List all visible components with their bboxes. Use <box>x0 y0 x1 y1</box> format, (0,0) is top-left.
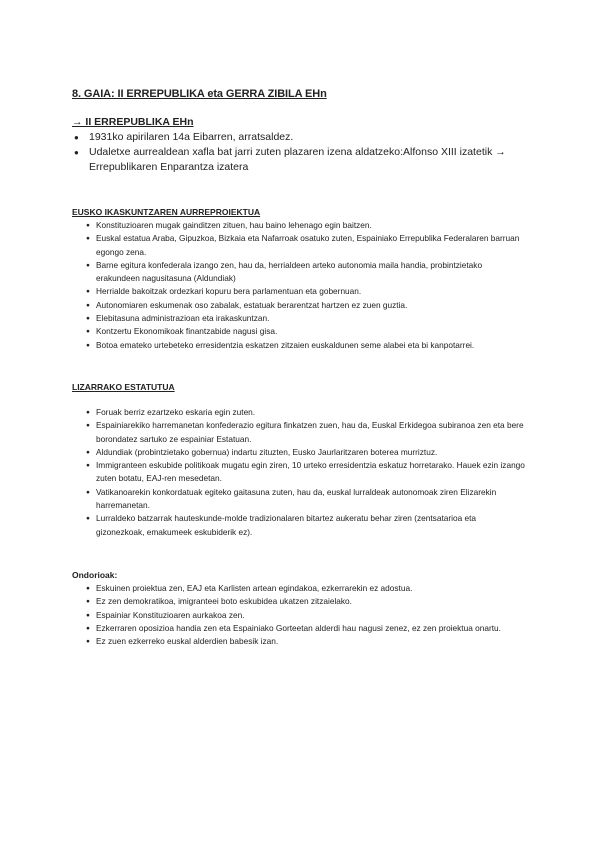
section-list-ii-errepublika <box>72 130 532 175</box>
list-item: ● Udaletxe aurrealdean xafla bat jarri zuten plazaren izena aldatzeko:Alfonso XIII izatetik → Errepublikaren Enparantza izatera <box>72 145 532 175</box>
list-item: ● Euskal estatua Araba, Gipuzkoa, Bizkaia eta Nafarroak osatuko zuten, Espainiako Errepublika Federalaren barruan egongo zena. <box>86 232 526 259</box>
list-item: ● Eskuinen proiektua zen, EAJ eta Karlisten artean egindakoa, ezkerrarekin ez adostua. <box>86 582 526 595</box>
list-item: ● Autonomiaren eskumenak oso zabalak, estatuak berarentzat hartzen ez zuen guztia. <box>86 299 526 312</box>
list-item: ● Immigranteen eskubide politikoak mugatu egin ziren, 10 urteko erresidentzia eskatuz horretarako. Hauek ezin izango zuten botatu, EAJ-ren mesedetan. <box>86 459 526 486</box>
list-item: ● Konstituzioaren mugak gainditzen zituen, hau baino lehenago egin baitzen. <box>86 219 526 232</box>
list-item: ● Aldundiak (probintzietako gobernua) indartu zituzten, Eusko Jaurlaritzaren boterea murriztuz. <box>86 446 526 459</box>
list-item: ● Ez zuen ezkerreko euskal alderdien babesik izan. <box>86 635 526 648</box>
list-item: ● Elebitasuna administrazioan eta irakaskuntzan. <box>86 312 526 325</box>
list-item: ● Espainiar Konstituzioaren aurkakoa zen. <box>86 609 526 622</box>
list-item: ● Ezkerraren oposizioa handia zen eta Espainiako Gorteetan alderdi hau nagusi zenez, ez zen proiektua onartu. <box>86 622 526 635</box>
section-list-lizarrako-estatutua <box>86 406 526 539</box>
page-title: 8. GAIA: II ERREPUBLIKA eta GERRA ZIBILA EHn <box>72 88 327 100</box>
list-item: ● Vatikanoarekin konkordatuak egiteko gaitasuna zuten, hau da, euskal lurraldeak autonomoak ziren Elizarekin harremanetan. <box>86 486 526 513</box>
list-item: ● Kontzertu Ekonomikoak finantzabide nagusi gisa. <box>86 325 526 338</box>
list-item: ● Ez zen demokratikoa, imigranteei boto eskubidea ukatzen zitzaielako. <box>86 595 526 608</box>
list-item: ● 1931ko apirilaren 14a Eibarren, arratsaldez. <box>72 130 532 145</box>
section-heading-lizarrako-estatutua: LIZARRAKO ESTATUTUA <box>72 382 175 392</box>
list-item: ● Foruak berriz ezartzeko eskaria egin zuten. <box>86 406 526 419</box>
list-item: ● Botoa emateko urtebeteko erresidentzia eskatzen zitzaien euskaldunen seme alabei eta bi kanpotarrei. <box>86 339 526 352</box>
list-item: ● Barne egitura konfederala izango zen, hau da, herrialdeen arteko autonomia maila handia, probintzietako erakundeen nagusitasuna (Aldundiak) <box>86 259 526 286</box>
section-heading-ondorioak: Ondorioak: <box>72 570 118 580</box>
section-heading-ii-errepublika: → II ERREPUBLIKA EHn <box>72 116 194 128</box>
section-list-ondorioak <box>86 582 526 648</box>
list-item: ● Espainiarekiko harremanetan konfederazio egitura finkatzen zuen, hau da, Euskal Erkidegoa subiranoa zen eta bere borondatez sartuko ze espainiar Estatuan. <box>86 419 526 446</box>
list-item: ● Herrialde bakoitzak ordezkari kopuru bera parlamentuan eta gobernuan. <box>86 285 526 298</box>
list-item: ● Lurraldeko batzarrak hauteskunde-molde tradizionalaren bitartez aukeratu behar ziren (zentsatarioa eta gizonezkoak, emakumeek eskubiderik ez). <box>86 512 526 539</box>
section-list-aurreproiektua <box>86 219 526 352</box>
section-heading-aurreproiektua: EUSKO IKASKUNTZAREN AURREPROIEKTUA <box>72 207 261 217</box>
